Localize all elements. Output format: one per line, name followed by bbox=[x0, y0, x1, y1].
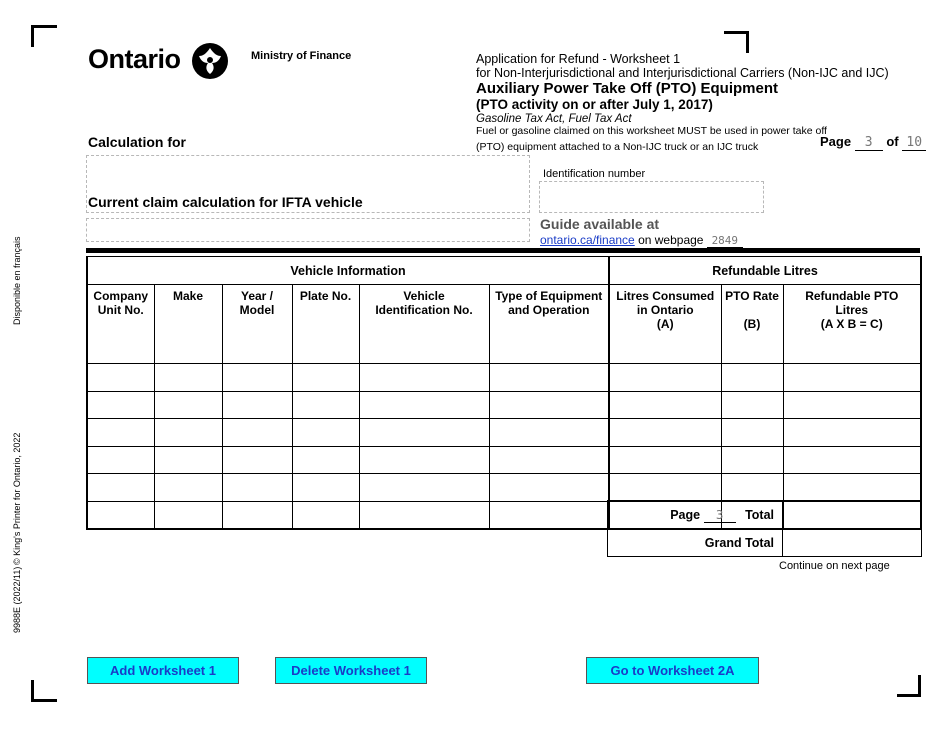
acts-reference: Gasoline Tax Act, Fuel Tax Act bbox=[476, 113, 632, 125]
of-label: of bbox=[886, 134, 899, 149]
equipment-type-header-line: Type of Equipment bbox=[495, 289, 603, 303]
copyright-note: © King's Printer for Ontario, 2022 bbox=[12, 432, 22, 565]
vehicle-information-header: Vehicle Information bbox=[87, 257, 609, 285]
refundable-pto-litres-header-line: (A X B = C) bbox=[820, 317, 883, 331]
grand-total-label: Grand Total bbox=[608, 529, 783, 557]
grand-total-value[interactable] bbox=[783, 529, 922, 557]
notice-line1: Fuel or gasoline claimed on this worksheet MUST be used in power take off bbox=[476, 125, 827, 137]
totals-table bbox=[607, 500, 922, 557]
table-cell[interactable] bbox=[222, 446, 292, 474]
form-subtitle: (PTO activity on or after July 1, 2017) bbox=[476, 97, 713, 112]
table-cell[interactable] bbox=[222, 419, 292, 447]
webpage-number: 2849 bbox=[707, 234, 743, 248]
pto-rate-header-line: (B) bbox=[743, 317, 761, 331]
table-cell[interactable] bbox=[609, 391, 721, 419]
table-cell[interactable] bbox=[721, 474, 783, 502]
french-available-note: Disponible en français bbox=[12, 236, 22, 325]
continue-note: Continue on next page bbox=[779, 560, 890, 572]
guide-link[interactable]: ontario.ca/finance bbox=[540, 233, 635, 247]
go-to-worksheet-2a-button[interactable]: Go to Worksheet 2A bbox=[586, 657, 759, 684]
guide-label: Guide available at bbox=[540, 216, 660, 232]
equipment-type-header bbox=[489, 285, 609, 364]
page-indicator bbox=[820, 134, 926, 151]
table-cell[interactable] bbox=[154, 446, 222, 474]
table-cell[interactable] bbox=[783, 419, 921, 447]
table-cell[interactable] bbox=[292, 419, 359, 447]
equipment-type-header-line: and Operation bbox=[508, 303, 590, 317]
trillium-logo-icon bbox=[191, 42, 229, 80]
crop-mark-tr bbox=[746, 31, 749, 53]
table-cell[interactable] bbox=[359, 446, 489, 474]
table-cell[interactable] bbox=[359, 391, 489, 419]
page-number-field[interactable]: 3 bbox=[855, 135, 883, 151]
table-cell[interactable] bbox=[154, 474, 222, 502]
table-cell[interactable] bbox=[783, 474, 921, 502]
table-cell[interactable] bbox=[783, 446, 921, 474]
year-model-header-line: Model bbox=[239, 303, 275, 317]
crop-mark-tl bbox=[31, 25, 34, 47]
plate-header-line: Plate No. bbox=[299, 289, 352, 303]
application-title-line2: for Non-Interjurisdictional and Interjurisdictional Carriers (Non-IJC and IJC) bbox=[476, 66, 889, 80]
section-divider bbox=[86, 248, 920, 253]
table-cell[interactable] bbox=[489, 364, 609, 392]
current-claim-field[interactable] bbox=[86, 218, 530, 242]
table-cell[interactable] bbox=[87, 364, 154, 392]
calculation-for-label: Calculation for bbox=[88, 134, 187, 150]
litres-consumed-header bbox=[609, 285, 721, 364]
plate-header bbox=[292, 285, 359, 364]
table-cell[interactable] bbox=[489, 474, 609, 502]
crop-mark-tr-h bbox=[724, 31, 749, 34]
guide-link-line bbox=[540, 233, 743, 248]
table-cell[interactable] bbox=[222, 474, 292, 502]
vin-header-line: Identification No. bbox=[375, 303, 473, 317]
page-label: Page bbox=[820, 134, 852, 149]
table-cell[interactable] bbox=[154, 501, 222, 529]
table-cell[interactable] bbox=[87, 419, 154, 447]
refundable-litres-header: Refundable Litres bbox=[609, 257, 921, 285]
table-cell[interactable] bbox=[87, 474, 154, 502]
make-header bbox=[154, 285, 222, 364]
form-title: Auxiliary Power Take Off (PTO) Equipment bbox=[476, 80, 778, 97]
table-cell[interactable] bbox=[87, 391, 154, 419]
table-cell[interactable] bbox=[222, 391, 292, 419]
company-unit-header-line: Company bbox=[93, 289, 149, 303]
pto-rate-header bbox=[721, 285, 783, 364]
page-total-value[interactable] bbox=[783, 501, 922, 529]
litres-consumed-header-line: (A) bbox=[656, 317, 674, 331]
table-cell[interactable] bbox=[292, 446, 359, 474]
totals-page-label: Page bbox=[670, 507, 701, 522]
table-cell[interactable] bbox=[721, 446, 783, 474]
refundable-pto-litres-header bbox=[783, 285, 921, 364]
table-row bbox=[87, 474, 921, 502]
table-cell[interactable] bbox=[154, 419, 222, 447]
table-cell[interactable] bbox=[609, 474, 721, 502]
pto-rate-header-line bbox=[722, 303, 783, 317]
table-cell[interactable] bbox=[783, 364, 921, 392]
table-cell[interactable] bbox=[489, 501, 609, 529]
table-cell[interactable] bbox=[489, 446, 609, 474]
delete-worksheet-button[interactable]: Delete Worksheet 1 bbox=[275, 657, 427, 684]
table-cell[interactable] bbox=[783, 391, 921, 419]
identification-number-label: Identification number bbox=[543, 168, 646, 180]
table-cell[interactable] bbox=[721, 419, 783, 447]
table-row bbox=[87, 364, 921, 392]
year-model-header-line: Year / bbox=[240, 289, 274, 303]
crop-mark-br-h bbox=[897, 694, 921, 697]
litres-consumed-header-line: in Ontario bbox=[636, 303, 694, 317]
table-cell[interactable] bbox=[154, 364, 222, 392]
table-cell[interactable] bbox=[359, 364, 489, 392]
table-cell[interactable] bbox=[87, 501, 154, 529]
form-code: 9988E (2022/11) bbox=[12, 566, 22, 633]
crop-mark-bl-h bbox=[31, 699, 57, 702]
table-cell[interactable] bbox=[359, 474, 489, 502]
page-total-label-cell bbox=[608, 501, 783, 529]
page-total-field[interactable]: 10 bbox=[902, 135, 926, 151]
current-claim-label: Current claim calculation for IFTA vehicle bbox=[88, 194, 363, 210]
table-cell[interactable] bbox=[721, 364, 783, 392]
table-row bbox=[87, 391, 921, 419]
totals-page-number[interactable]: 3 bbox=[704, 507, 736, 523]
table-cell[interactable] bbox=[609, 419, 721, 447]
table-row bbox=[87, 419, 921, 447]
notice-line2: (PTO) equipment attached to a Non-IJC truck or an IJC truck bbox=[476, 141, 759, 153]
ontario-logo-text: Ontario bbox=[88, 44, 181, 74]
crop-mark-tl-h bbox=[31, 25, 57, 28]
year-model-header bbox=[222, 285, 292, 364]
vehicle-table bbox=[86, 256, 922, 530]
refundable-pto-litres-header-line: Litres bbox=[835, 303, 869, 317]
refundable-pto-litres-header-line: Refundable PTO bbox=[805, 289, 899, 303]
table-cell[interactable] bbox=[222, 364, 292, 392]
table-cell[interactable] bbox=[292, 474, 359, 502]
table-cell[interactable] bbox=[292, 391, 359, 419]
table-cell[interactable] bbox=[609, 364, 721, 392]
guide-webpage-label: on webpage bbox=[638, 233, 704, 247]
vin-header-line: Vehicle bbox=[403, 289, 445, 303]
company-unit-header-line: Unit No. bbox=[97, 303, 144, 317]
table-cell[interactable] bbox=[721, 391, 783, 419]
add-worksheet-button[interactable]: Add Worksheet 1 bbox=[87, 657, 239, 684]
identification-number-input[interactable] bbox=[539, 181, 764, 213]
table-cell[interactable] bbox=[222, 501, 292, 529]
table-cell[interactable] bbox=[154, 391, 222, 419]
company-unit-header bbox=[87, 285, 154, 364]
make-header-line: Make bbox=[172, 289, 204, 303]
table-cell[interactable] bbox=[359, 419, 489, 447]
ministry-name: Ministry of Finance bbox=[251, 50, 352, 62]
table-cell[interactable] bbox=[609, 446, 721, 474]
table-cell[interactable] bbox=[489, 391, 609, 419]
totals-total-label: Total bbox=[745, 507, 774, 522]
table-cell[interactable] bbox=[87, 446, 154, 474]
table-cell[interactable] bbox=[292, 364, 359, 392]
table-row bbox=[87, 446, 921, 474]
table-cell[interactable] bbox=[292, 501, 359, 529]
litres-consumed-header-line: Litres Consumed bbox=[616, 289, 715, 303]
application-title-line1: Application for Refund - Worksheet 1 bbox=[476, 52, 681, 66]
table-cell[interactable] bbox=[359, 501, 489, 529]
vin-header bbox=[359, 285, 489, 364]
pto-rate-header-line: PTO Rate bbox=[725, 289, 779, 303]
table-cell[interactable] bbox=[489, 419, 609, 447]
